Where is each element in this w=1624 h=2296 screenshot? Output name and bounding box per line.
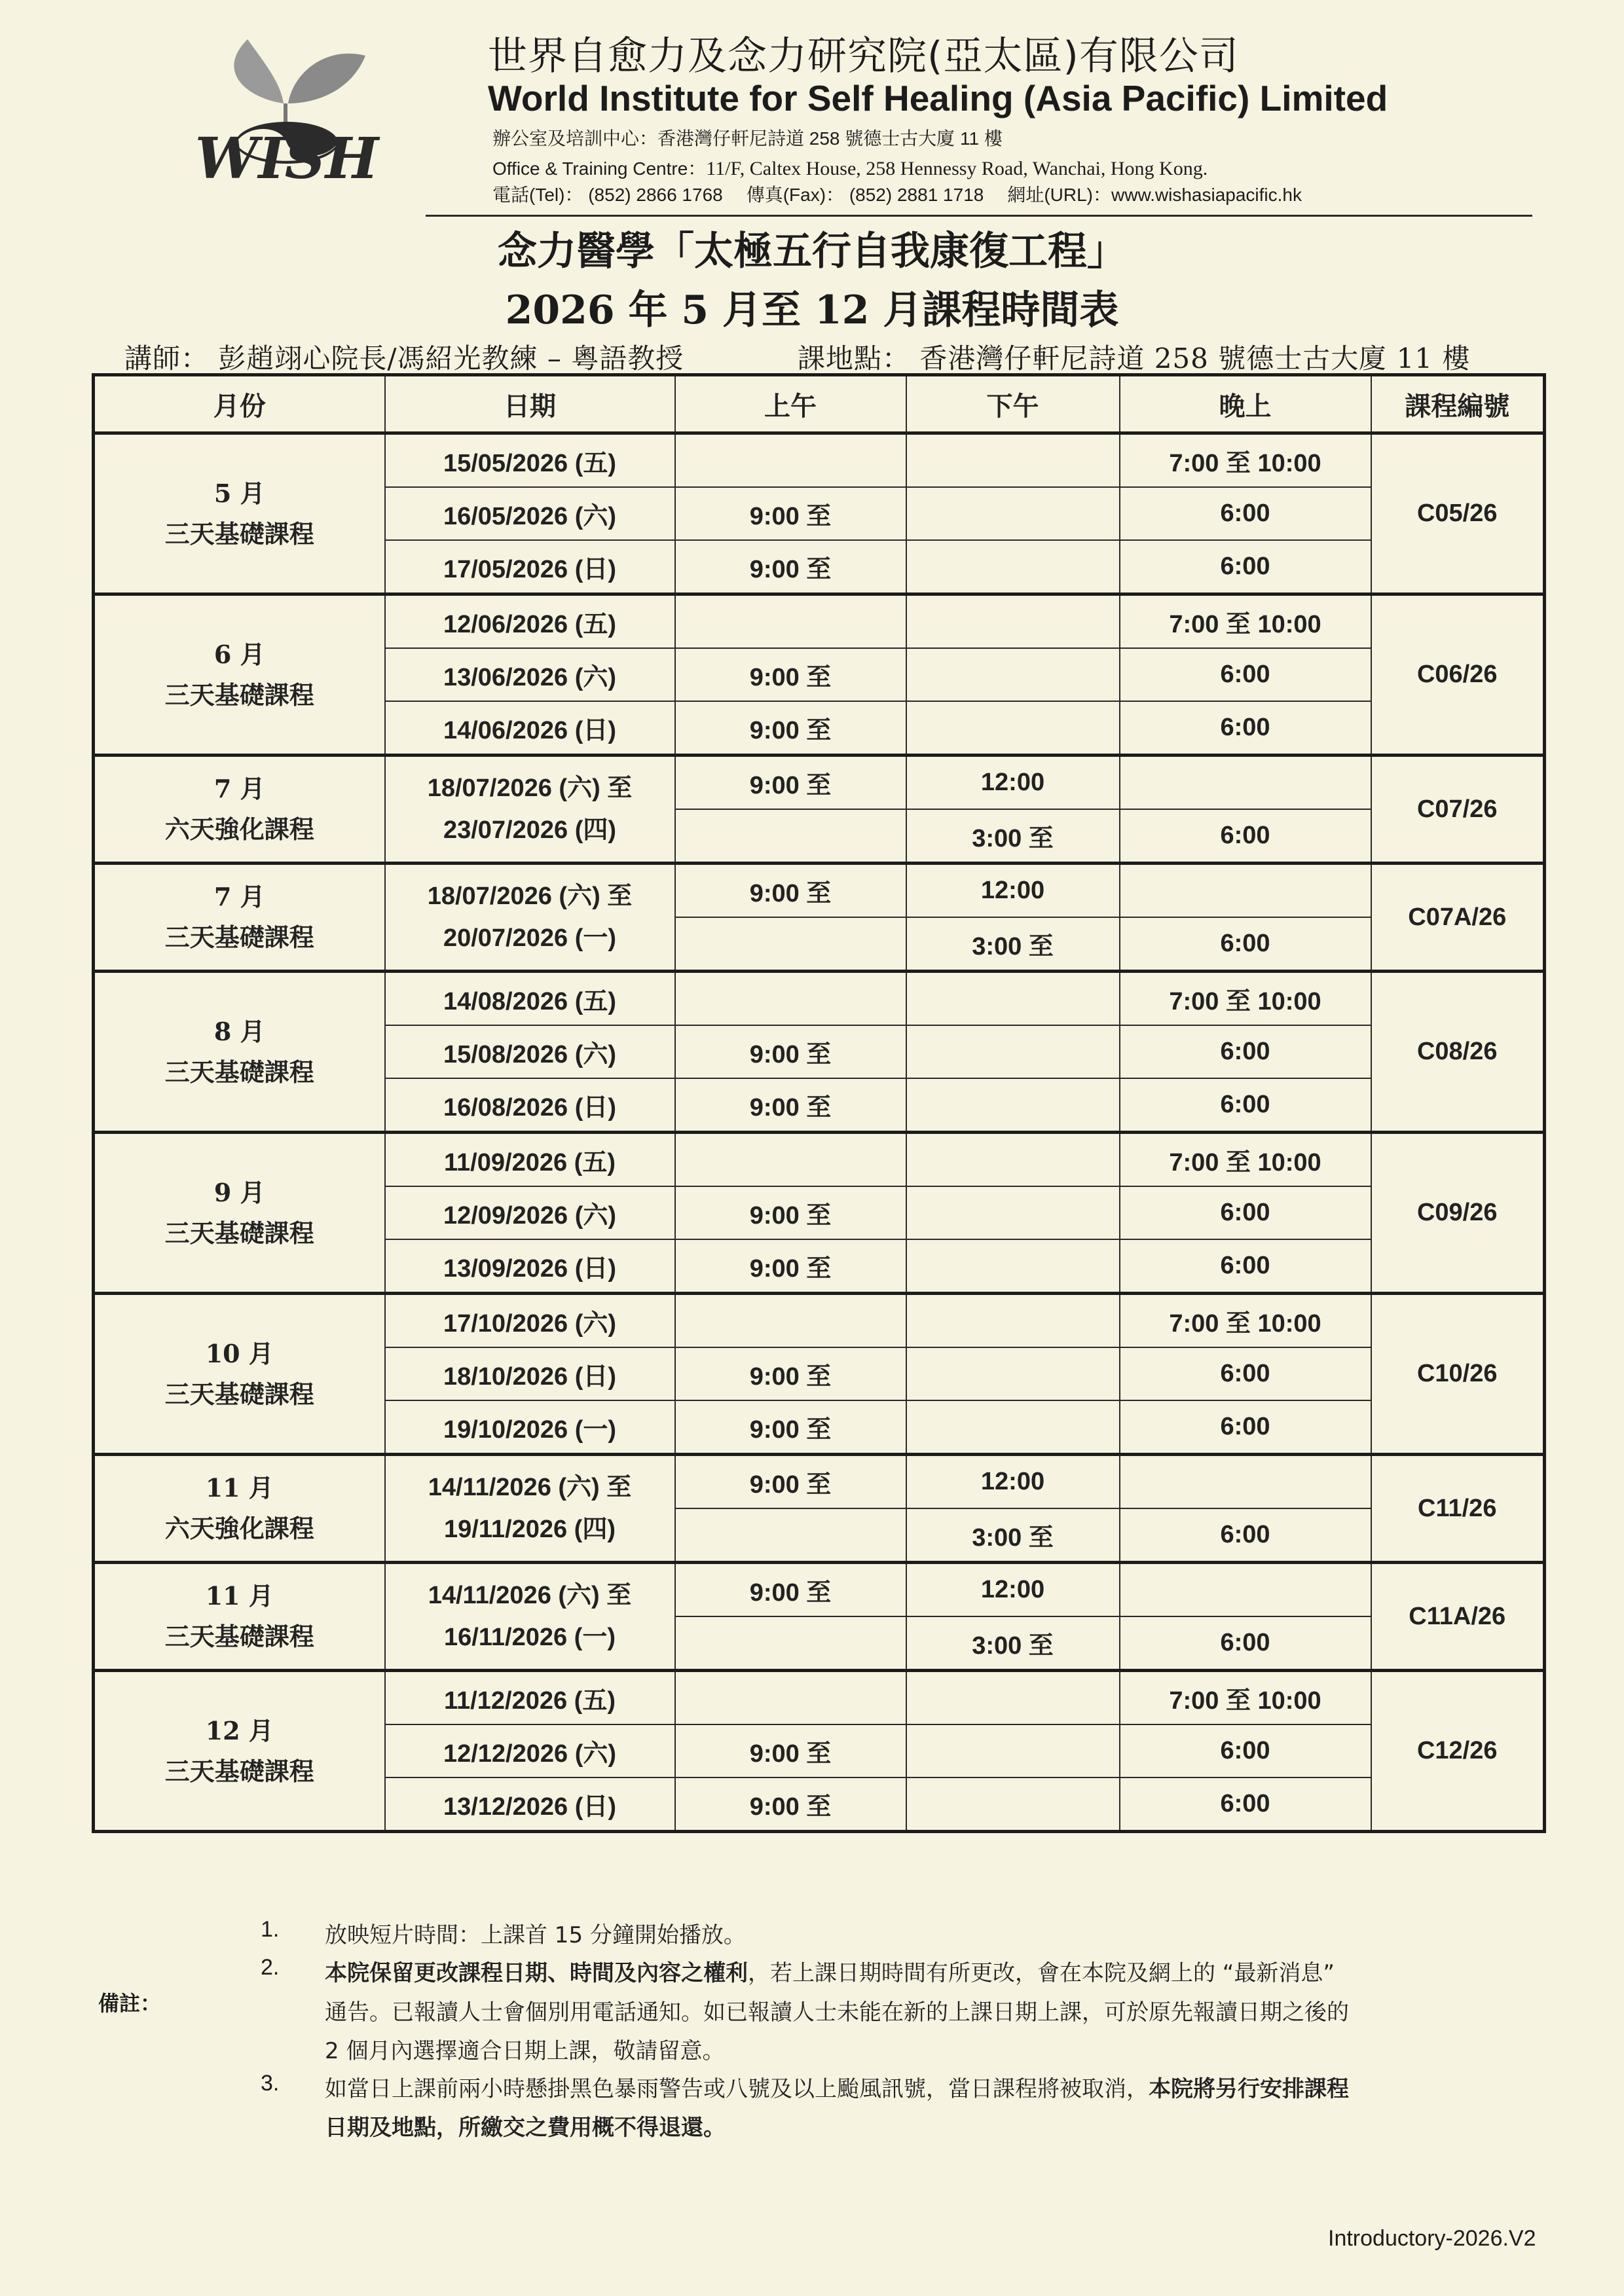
afternoon-time <box>906 1724 1120 1777</box>
table-row <box>94 1671 1545 1725</box>
course-month-cell <box>94 1563 385 1671</box>
table-row <box>94 1455 1545 1509</box>
course-date-range <box>385 864 675 972</box>
session-date: 16/08/2026 (日) <box>385 1078 675 1133</box>
table-row <box>94 972 1545 1026</box>
course-type: 三天基礎課程 <box>164 1756 314 1786</box>
course-code: C09/26 <box>1371 1133 1545 1294</box>
date-from: 14/11/2026 (六) 至 <box>428 1582 632 1609</box>
evening-time: 6:00 <box>1120 1724 1371 1777</box>
note-text: 2 個月內選擇適合日期上課，敬請留意。 <box>325 2038 725 2064</box>
afternoon-time <box>906 972 1120 1026</box>
session-date: 13/12/2026 (日) <box>385 1777 675 1832</box>
morning-time: 9:00 至 <box>675 701 906 756</box>
course-month: 11 月 <box>205 1581 274 1611</box>
course-type: 三天基礎課程 <box>164 680 314 710</box>
morning-time <box>675 1508 906 1563</box>
session-date: 12/09/2026 (六) <box>385 1186 675 1239</box>
date-from: 18/07/2026 (六) 至 <box>427 883 633 910</box>
address-en <box>492 155 1208 181</box>
session-date: 17/10/2026 (六) <box>385 1294 675 1348</box>
course-date-range <box>385 1563 675 1671</box>
morning-time <box>675 1133 906 1187</box>
morning-time: 9:00 至 <box>675 487 906 540</box>
evening-time: 7:00 至 10:00 <box>1120 1294 1371 1348</box>
organization-name-zh: 世界自愈力及念力研究院(亞太區)有限公司 <box>488 33 1239 79</box>
afternoon-time <box>906 1239 1120 1294</box>
evening-time: 6:00 <box>1120 540 1371 594</box>
afternoon-time <box>906 1400 1120 1455</box>
venue-info: 課地點： 香港灣仔軒尼詩道 258 號德士古大廈 11 樓 <box>798 342 1471 374</box>
tel-text: 電話(Tel)： (852) 2866 1768 <box>492 185 723 205</box>
morning-time: 9:00 至 <box>675 540 906 594</box>
evening-time: 7:00 至 10:00 <box>1120 972 1371 1026</box>
course-month: 11 月 <box>205 1473 274 1503</box>
header-month: 月份 <box>94 375 385 433</box>
session-date: 11/09/2026 (五) <box>385 1133 675 1187</box>
header-evening: 晚上 <box>1120 375 1371 433</box>
evening-time: 7:00 至 10:00 <box>1120 1671 1371 1725</box>
afternoon-time <box>906 1078 1120 1133</box>
morning-time: 9:00 至 <box>675 1777 906 1832</box>
afternoon-time <box>906 540 1120 594</box>
table-row <box>94 1294 1545 1348</box>
evening-time: 7:00 至 10:00 <box>1120 594 1371 649</box>
course-month-cell <box>94 1133 385 1294</box>
course-type: 六天強化課程 <box>164 814 314 844</box>
morning-time: 9:00 至 <box>675 1025 906 1078</box>
evening-time: 7:00 至 10:00 <box>1120 433 1371 488</box>
evening-time: 6:00 <box>1120 1239 1371 1294</box>
course-code: C11A/26 <box>1371 1563 1545 1671</box>
morning-time: 9:00 至 <box>675 1563 906 1617</box>
morning-time: 9:00 至 <box>675 1186 906 1239</box>
evening-time: 6:00 <box>1120 809 1371 864</box>
wish-logo <box>149 26 437 196</box>
header-course-code: 課程編號 <box>1371 375 1545 433</box>
note-text-bold: 日期及地點，所繳交之費用概不得退還。 <box>325 2115 726 2141</box>
note-text-bold: 本院保留更改課程日期、時間及內容之權利 <box>325 1960 748 1986</box>
session-date: 15/05/2026 (五) <box>385 433 675 488</box>
course-type: 三天基礎課程 <box>164 922 314 952</box>
session-date: 15/08/2026 (六) <box>385 1025 675 1078</box>
course-type: 三天基礎課程 <box>164 519 314 549</box>
document-title: 念力醫學「太極五行自我康復工程」 <box>498 228 1126 274</box>
note-number: 3. <box>261 2071 280 2096</box>
course-type: 三天基礎課程 <box>164 1379 314 1409</box>
evening-time: 6:00 <box>1120 917 1371 972</box>
course-month-cell <box>94 433 385 594</box>
afternoon-time: 12:00 <box>906 1455 1120 1509</box>
afternoon-time <box>906 1347 1120 1400</box>
course-code: C08/26 <box>1371 972 1545 1133</box>
table-row <box>94 756 1545 810</box>
morning-time: 9:00 至 <box>675 1078 906 1133</box>
afternoon-time: 12:00 <box>906 1563 1120 1617</box>
fax-text: 傳真(Fax)： (852) 2881 1718 <box>746 185 984 205</box>
morning-time: 9:00 至 <box>675 1400 906 1455</box>
date-to: 23/07/2026 (四) <box>443 816 617 844</box>
afternoon-time <box>906 1186 1120 1239</box>
organization-name-en: World Institute for Self Healing (Asia Pacific) Limited <box>488 78 1388 118</box>
notes-label: 備註： <box>98 1991 162 2016</box>
table-row <box>94 864 1545 918</box>
course-month-cell <box>94 594 385 756</box>
afternoon-time <box>906 594 1120 649</box>
afternoon-time: 3:00 至 <box>906 1508 1120 1563</box>
morning-time <box>675 433 906 488</box>
date-from: 14/11/2026 (六) 至 <box>428 1474 632 1501</box>
course-code: C07A/26 <box>1371 864 1545 972</box>
table-row <box>94 594 1545 649</box>
morning-time <box>675 594 906 649</box>
contact-line <box>492 181 1325 207</box>
note-line <box>325 2033 724 2065</box>
evening-time <box>1120 1563 1371 1617</box>
note-text: 如當日上課前兩小時懸掛黑色暴雨警告或八號及以上颱風訊號，當日課程將被取消， <box>325 2076 1149 2102</box>
course-code: C11/26 <box>1371 1455 1545 1563</box>
course-type: 三天基礎課程 <box>164 1622 314 1651</box>
session-date: 18/10/2026 (日) <box>385 1347 675 1400</box>
afternoon-time <box>906 701 1120 756</box>
schedule-table <box>92 373 1546 1833</box>
session-date: 13/06/2026 (六) <box>385 648 675 701</box>
document-subtitle: 2026 年 5 月至 12 月課程時間表 <box>505 287 1119 333</box>
afternoon-time: 3:00 至 <box>906 809 1120 864</box>
afternoon-time <box>906 1133 1120 1187</box>
morning-time: 9:00 至 <box>675 1455 906 1509</box>
session-date: 19/10/2026 (一) <box>385 1400 675 1455</box>
course-month: 7 月 <box>213 774 265 803</box>
session-date: 14/08/2026 (五) <box>385 972 675 1026</box>
morning-time <box>675 917 906 972</box>
evening-time: 6:00 <box>1120 1616 1371 1671</box>
morning-time <box>675 1616 906 1671</box>
course-month: 10 月 <box>205 1338 274 1368</box>
morning-time <box>675 972 906 1026</box>
note-number: 1. <box>261 1917 280 1942</box>
schedule-body <box>94 433 1545 1832</box>
note-number: 2. <box>261 1955 280 1980</box>
course-month: 7 月 <box>213 882 265 911</box>
course-type: 六天強化課程 <box>164 1514 314 1543</box>
header-divider <box>426 215 1532 217</box>
session-date: 16/05/2026 (六) <box>385 487 675 540</box>
header-morning: 上午 <box>675 375 906 433</box>
course-month: 6 月 <box>213 639 265 669</box>
note-line <box>325 1917 746 1949</box>
date-to: 20/07/2026 (一) <box>443 924 617 952</box>
table-row <box>94 1133 1545 1187</box>
address-en-label: Office & Training Centre： <box>492 158 707 179</box>
course-month: 8 月 <box>213 1016 265 1046</box>
note-text-bold: 本院將另行安排課程 <box>1149 2076 1349 2102</box>
note-text: ，若上課日期時間有所更改，會在本院及網上的 “最新消息” <box>748 1960 1335 1986</box>
evening-time: 6:00 <box>1120 1347 1371 1400</box>
afternoon-time <box>906 1025 1120 1078</box>
morning-time: 9:00 至 <box>675 1239 906 1294</box>
session-date: 13/09/2026 (日) <box>385 1239 675 1294</box>
note-line <box>325 2071 1349 2103</box>
note-line <box>325 1955 1335 1987</box>
session-date: 14/06/2026 (日) <box>385 701 675 756</box>
note-text: 放映短片時間：上課首 15 分鐘開始播放。 <box>325 1922 746 1948</box>
logo-text: WISH <box>194 126 379 192</box>
morning-time: 9:00 至 <box>675 756 906 810</box>
document-version-code: Introductory-2026.V2 <box>1328 2226 1536 2251</box>
note-text: 通告。已報讀人士會個別用電話通知。如已報讀人士未能在新的上課日期上課，可於原先報讀日期之後的 <box>325 1999 1349 2026</box>
evening-time <box>1120 864 1371 918</box>
course-code: C10/26 <box>1371 1294 1545 1455</box>
address-en-text: 11/F, Caltex House, 258 Hennessy Road, Wanchai, Hong Kong. <box>706 158 1208 179</box>
course-month-cell <box>94 1671 385 1832</box>
evening-time <box>1120 756 1371 810</box>
course-month-cell <box>94 1455 385 1563</box>
morning-time <box>675 1294 906 1348</box>
course-type: 三天基礎課程 <box>164 1057 314 1087</box>
table-row <box>94 1563 1545 1617</box>
afternoon-time <box>906 1294 1120 1348</box>
course-month-cell <box>94 972 385 1133</box>
morning-time <box>675 809 906 864</box>
evening-time: 6:00 <box>1120 1025 1371 1078</box>
evening-time: 6:00 <box>1120 701 1371 756</box>
course-month: 12 月 <box>205 1715 274 1745</box>
session-date: 11/12/2026 (五) <box>385 1671 675 1725</box>
course-month-cell <box>94 756 385 864</box>
evening-time: 6:00 <box>1120 648 1371 701</box>
morning-time: 9:00 至 <box>675 864 906 918</box>
date-from: 18/07/2026 (六) 至 <box>427 774 633 802</box>
course-code: C07/26 <box>1371 756 1545 864</box>
course-month: 5 月 <box>213 478 265 508</box>
table-row <box>94 433 1545 488</box>
course-month: 9 月 <box>213 1177 265 1207</box>
session-date: 17/05/2026 (日) <box>385 540 675 594</box>
session-date: 12/12/2026 (六) <box>385 1724 675 1777</box>
header-afternoon: 下午 <box>906 375 1120 433</box>
note-line <box>325 1994 1349 2026</box>
evening-time: 7:00 至 10:00 <box>1120 1133 1371 1187</box>
afternoon-time <box>906 487 1120 540</box>
afternoon-time: 12:00 <box>906 864 1120 918</box>
evening-time: 6:00 <box>1120 1508 1371 1563</box>
url-link[interactable]: 網址(URL)：www.wishasiapacific.hk <box>1007 185 1302 205</box>
afternoon-time <box>906 1671 1120 1725</box>
morning-time: 9:00 至 <box>675 1724 906 1777</box>
course-date-range <box>385 1455 675 1563</box>
course-month-cell <box>94 864 385 972</box>
morning-time <box>675 1671 906 1725</box>
date-to: 19/11/2026 (四) <box>444 1516 616 1543</box>
afternoon-time <box>906 433 1120 488</box>
course-code: C05/26 <box>1371 433 1545 594</box>
evening-time: 6:00 <box>1120 487 1371 540</box>
afternoon-time: 12:00 <box>906 756 1120 810</box>
evening-time: 6:00 <box>1120 1186 1371 1239</box>
address-zh: 辦公室及培訓中心：香港灣仔軒尼詩道 258 號德士古大廈 11 樓 <box>492 128 1003 149</box>
course-code: C12/26 <box>1371 1671 1545 1832</box>
course-type: 三天基礎課程 <box>164 1218 314 1248</box>
afternoon-time <box>906 648 1120 701</box>
evening-time: 6:00 <box>1120 1777 1371 1832</box>
evening-time: 6:00 <box>1120 1078 1371 1133</box>
afternoon-time: 3:00 至 <box>906 917 1120 972</box>
morning-time: 9:00 至 <box>675 648 906 701</box>
evening-time <box>1120 1455 1371 1509</box>
evening-time: 6:00 <box>1120 1400 1371 1455</box>
course-date-range <box>385 756 675 864</box>
afternoon-time: 3:00 至 <box>906 1616 1120 1671</box>
morning-time: 9:00 至 <box>675 1347 906 1400</box>
course-month-cell <box>94 1294 385 1455</box>
session-date: 12/06/2026 (五) <box>385 594 675 649</box>
instructor-info: 講師： 彭趙翊心院長/馮紹光教練 – 粵語教授 <box>124 342 684 374</box>
afternoon-time <box>906 1777 1120 1832</box>
note-line <box>325 2109 726 2141</box>
date-to: 16/11/2026 (一) <box>444 1624 616 1651</box>
table-header-row <box>94 375 1545 433</box>
header-date: 日期 <box>385 375 675 433</box>
course-code: C06/26 <box>1371 594 1545 756</box>
